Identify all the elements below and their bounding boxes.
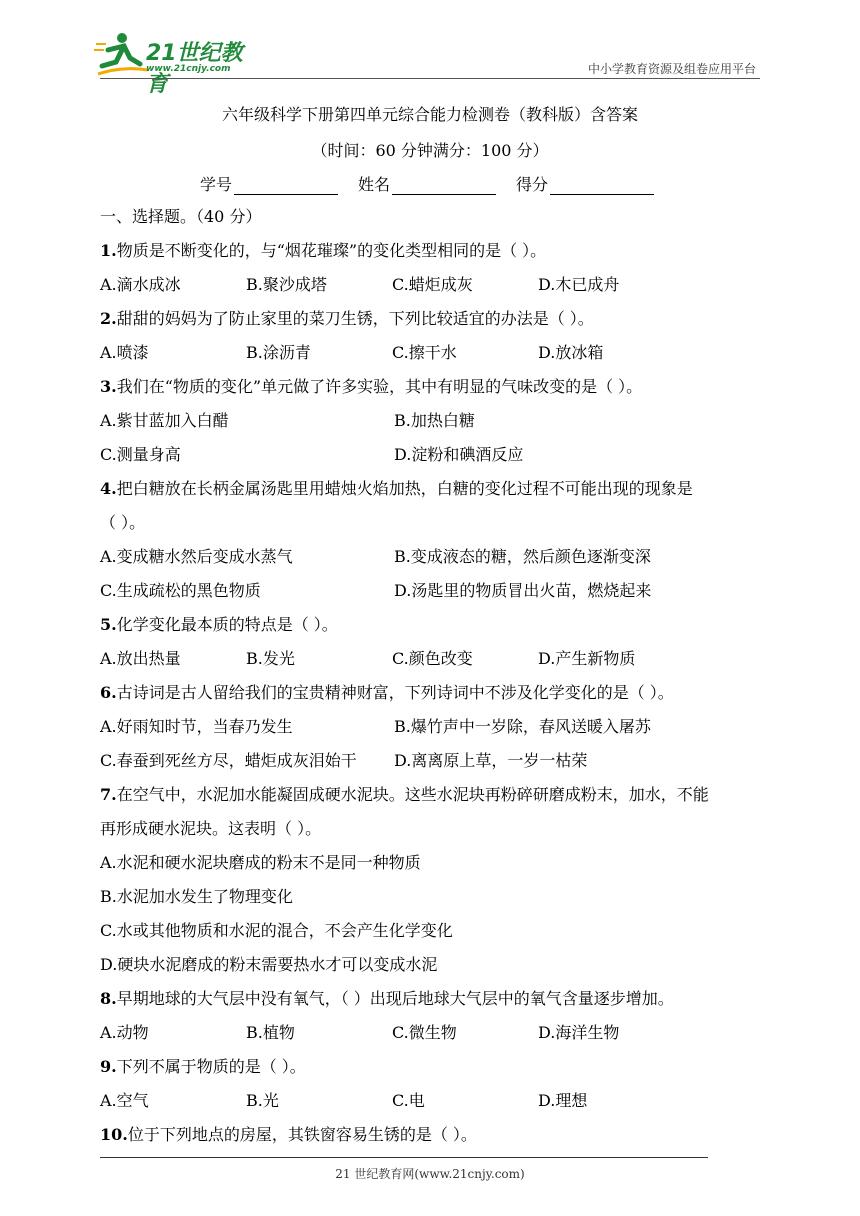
question-stem: 把白糖放在长柄金属汤匙里用蜡烛火焰加热，白糖的变化过程不可能出现的现象是 (116, 479, 693, 498)
score-blank[interactable] (550, 176, 654, 195)
runner-logo-icon (94, 30, 150, 80)
question-number: 3. (100, 377, 117, 396)
student-name-field[interactable] (358, 172, 496, 195)
student-number-field[interactable] (200, 172, 338, 195)
option-b[interactable]: B.水泥加水发生了物理变化 (100, 887, 293, 906)
question-7-continued: 再形成硬水泥块。这表明（ ）。 (100, 819, 322, 838)
question-2 (100, 308, 594, 330)
question-number: 1. (100, 241, 117, 260)
option-d[interactable]: D.离离原上草，一岁一枯荣 (394, 751, 588, 770)
question-number: 2. (100, 309, 117, 328)
option-c[interactable]: C.春蚕到死丝方尽，蜡炬成灰泪始干 (100, 751, 357, 770)
footer-divider (100, 1157, 708, 1158)
question-stem: 位于下列地点的房屋，其铁窗容易生锈的是（ ）。 (127, 1125, 477, 1144)
option-a[interactable]: A.好雨知时节，当春乃发生 (100, 717, 293, 736)
question-stem: 化学变化最本质的特点是（ ）。 (116, 615, 338, 634)
option-d[interactable]: D.汤匙里的物质冒出火苗，燃烧起来 (394, 581, 652, 600)
option-a[interactable]: A.紫甘蓝加入白醋 (100, 411, 229, 430)
option-d[interactable]: D.硬块水泥磨成的粉末需要热水才可以变成水泥 (100, 955, 438, 974)
question-8 (100, 988, 674, 1010)
footer-site-link[interactable]: 21 世纪教育网(www.21cnjy.com) (335, 1167, 525, 1181)
option-c[interactable]: C.蜡炬成灰 (392, 275, 473, 294)
question-number: 10. (100, 1125, 128, 1144)
option-a[interactable]: A.空气 (100, 1091, 149, 1110)
exam-subtitle: （时间：60 分钟满分：100 分） (311, 141, 549, 160)
question-stem: 甜甜的妈妈为了防止家里的菜刀生锈，下列比较适宜的办法是（ ）。 (116, 309, 594, 328)
student-name-blank[interactable] (392, 176, 496, 195)
question-6 (100, 682, 674, 704)
question-number: 5. (100, 615, 117, 634)
logo-text: 21世纪教育 (146, 41, 243, 97)
platform-tagline: 中小学教育资源及组卷应用平台 (587, 62, 756, 76)
option-a[interactable]: A.滴水成冰 (100, 275, 181, 294)
option-d[interactable]: D.产生新物质 (538, 649, 636, 668)
question-4 (100, 478, 693, 500)
question-stem: 物质是不断变化的，与“烟花璀璨”的变化类型相同的是（ ）。 (116, 241, 547, 260)
option-b[interactable]: B.聚沙成塔 (246, 275, 327, 294)
option-d[interactable]: D.木已成舟 (538, 275, 620, 294)
option-a[interactable]: A.水泥和硬水泥块磨成的粉末不是同一种物质 (100, 853, 421, 872)
question-number: 6. (100, 683, 117, 702)
score-label: 得分 (516, 175, 549, 194)
option-a[interactable]: A.变成糖水然后变成水蒸气 (100, 547, 293, 566)
question-number: 7. (100, 785, 117, 804)
option-d[interactable]: D.放冰箱 (538, 343, 604, 362)
student-number-label: 学号 (200, 175, 233, 194)
option-c[interactable]: C.颜色改变 (392, 649, 473, 668)
question-10 (100, 1124, 477, 1146)
question-number: 9. (100, 1057, 117, 1076)
question-stem: 早期地球的大气层中没有氧气，（ ）出现后地球大气层中的氧气含量逐步增加。 (116, 989, 674, 1008)
option-b[interactable]: B.发光 (246, 649, 295, 668)
question-number: 8. (100, 989, 117, 1008)
question-stem: 在空气中，水泥加水能凝固成硬水泥块。这些水泥块再粉碎研磨成粉末，加水，不能 (116, 785, 709, 804)
option-a[interactable]: A.喷漆 (100, 343, 149, 362)
question-7 (100, 784, 709, 806)
section-heading: 一、选择题。（40 分） (100, 207, 262, 226)
option-d[interactable]: D.海洋生物 (538, 1023, 620, 1042)
option-b[interactable]: B.加热白糖 (394, 411, 475, 430)
option-d[interactable]: D.淀粉和碘酒反应 (394, 445, 524, 464)
option-b[interactable]: B.植物 (246, 1023, 295, 1042)
question-stem: 下列不属于物质的是（ ）。 (116, 1057, 306, 1076)
option-c[interactable]: C.生成疏松的黑色物质 (100, 581, 261, 600)
student-info-line (200, 172, 654, 195)
question-4-continued: （ ）。 (100, 513, 146, 532)
option-a[interactable]: A.动物 (100, 1023, 149, 1042)
option-c[interactable]: C.电 (392, 1091, 425, 1110)
question-1 (100, 240, 546, 262)
option-b[interactable]: B.变成液态的糖，然后颜色逐渐变深 (394, 547, 651, 566)
option-d[interactable]: D.理想 (538, 1091, 588, 1110)
option-c[interactable]: C.微生物 (392, 1023, 457, 1042)
header-divider (100, 78, 760, 79)
question-3 (100, 376, 642, 398)
option-b[interactable]: B.光 (246, 1091, 279, 1110)
question-9 (100, 1056, 306, 1078)
question-number: 4. (100, 479, 117, 498)
site-logo[interactable] (94, 30, 264, 97)
student-number-blank[interactable] (234, 176, 338, 195)
option-c[interactable]: C.测量身高 (100, 445, 181, 464)
option-a[interactable]: A.放出热量 (100, 649, 181, 668)
option-b[interactable]: B.涂沥青 (246, 343, 311, 362)
question-stem: 我们在“物质的变化”单元做了许多实验，其中有明显的气味改变的是（ ）。 (116, 377, 643, 396)
logo-url: www.21cnjy.com (146, 64, 231, 74)
option-c[interactable]: C.水或其他物质和水泥的混合，不会产生化学变化 (100, 921, 453, 940)
option-b[interactable]: B.爆竹声中一岁除，春风送暖入屠苏 (394, 717, 651, 736)
score-field[interactable] (516, 172, 654, 195)
question-5 (100, 614, 338, 636)
exam-title: 六年级科学下册第四单元综合能力检测卷（教科版）含答案 (221, 105, 638, 124)
student-name-label: 姓名 (358, 175, 391, 194)
question-stem: 古诗词是古人留给我们的宝贵精神财富，下列诗词中不涉及化学变化的是（ ）。 (116, 683, 674, 702)
option-c[interactable]: C.擦干水 (392, 343, 457, 362)
